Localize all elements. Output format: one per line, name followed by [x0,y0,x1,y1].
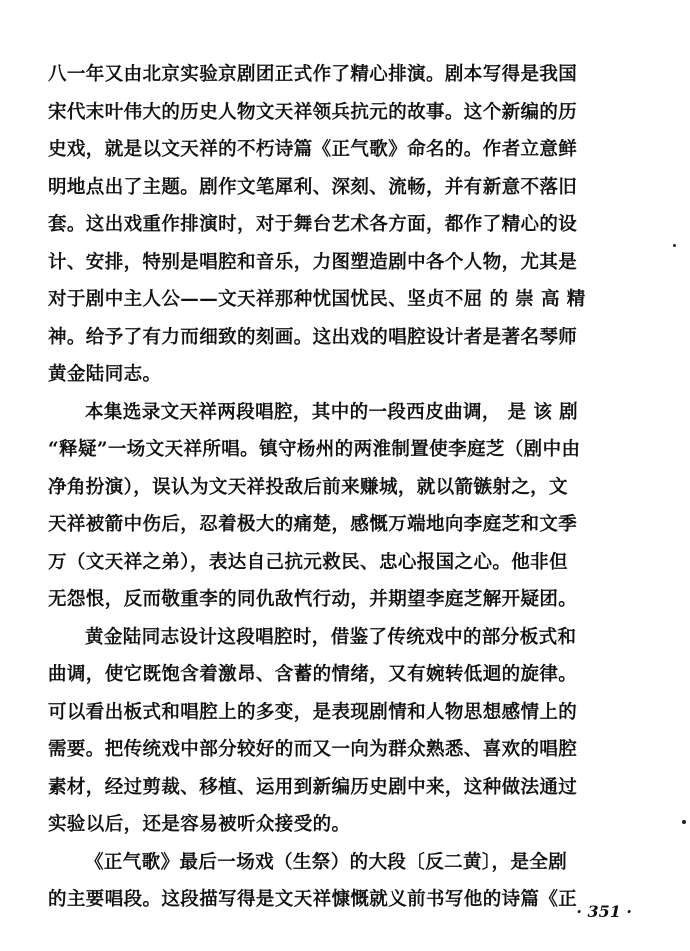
body-text [48,56,648,919]
text-line: 史戏，就是以文天祥的不朽诗篇《正气歌》命名的。作者立意鲜 [48,139,578,160]
text-line: “释疑”一场文天祥所唱。镇守杨州的两淮制置使李庭芝（剧中由 [48,439,581,460]
text-line: 万（文天祥之弟），表达自己抗元救民、忠心报国之心。他非但 [48,551,568,573]
text-line: 明地点出了主题。剧作文笔犀利、深刻、流畅，并有新意不落旧 [48,176,578,198]
text-line: 八一年又由北京实验京剧团正式作了精心排演。剧本写得是我国 [48,64,578,85]
paragraph-start-line: 《正气歌》最后一场戏（生祭）的大段〔反二黄〕，是全剧 [85,851,568,873]
text-line: 宋代末叶伟大的历史人物文天祥领兵抗元的故事。这个新编的历 [48,101,578,123]
text-line: 黄金陆同志。 [48,364,162,385]
scan-speck [673,244,676,247]
text-line: 净角扮演），误认为文天祥投敌后前来赚城，就以箭镞射之，文 [48,476,568,498]
text-line: 无怨恨，反而敬重李的同仇敌忾行动，并期望李庭芝解开疑团。 [48,589,578,610]
paragraph-start-line: 黄金陆同志设计这段唱腔时，借鉴了传统戏中的部分板式和 [85,626,577,648]
scan-speck [682,820,686,824]
text-line: 实验以后，还是容易被听众接受的。 [48,814,351,835]
text-line: 需要。把传统戏中部分较好的而又一向为群众熟悉、喜欢的唱腔 [48,739,578,760]
text-line: 对于剧中主人公——文天祥那种忧国忧民、坚贞不屈 的 崇 高 精 [48,289,586,310]
text-line: 可以看出板式和唱腔上的多变，是表现剧情和人物思想感情上的 [48,701,578,723]
text-line: 神。给予了有力而细致的刻画。这出戏的唱腔设计者是著名琴师 [48,326,578,348]
text-line: 套。这出戏重作排演时，对于舞台艺术各方面，都作了精心的设 [48,214,578,235]
text-line: 素材，经过剪裁、移植、运用到新编历史剧中来，这种做法通过 [48,776,578,798]
text-line: 计、安排，特别是唱腔和音乐，力图塑造剧中各个人物，尤其是 [48,251,578,273]
text-line: 的主要唱段。这段描写得是文天祥慷慨就义前书写他的诗篇《正 [48,889,578,910]
paragraph-start-line: 本集选录文天祥两段唱腔，其中的一段西皮曲调， 是 该 剧 [85,401,579,423]
text-line: 天祥被箭中伤后，忍着极大的痛楚，感慨万端地向李庭芝和文季 [48,514,578,535]
page-number: · 351 · [576,902,632,921]
text-line: 曲调，使它既饱含着激昂、含蓄的情绪，又有婉转低迴的旋律。 [48,664,578,685]
